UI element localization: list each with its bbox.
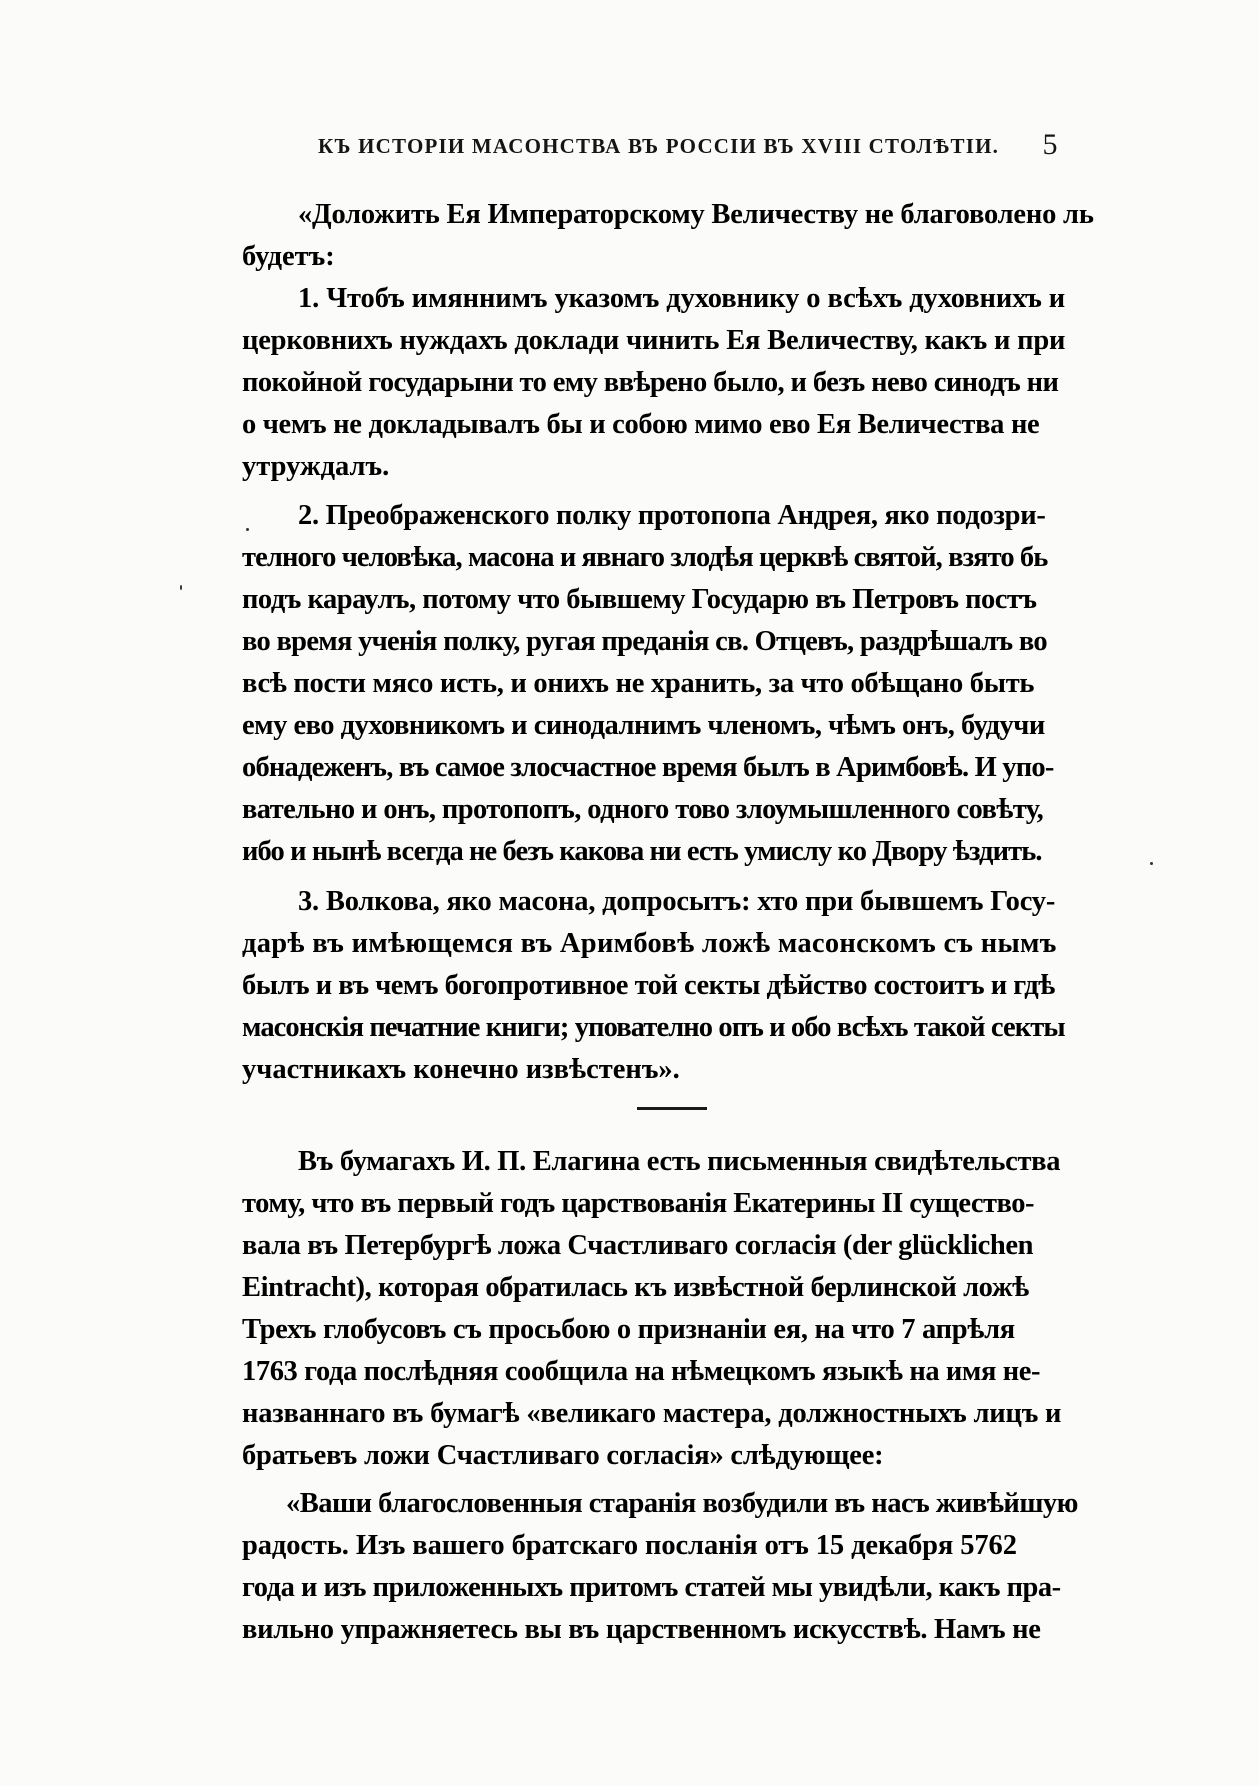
text-line: ибо и нынѣ всегда не безъ какова ни есть умислу ко Двору ѣздить. bbox=[242, 836, 1042, 867]
text-line: Eintracht), которая обратилась къ извѣстной берлинской ложѣ bbox=[242, 1272, 1029, 1303]
text-line: названнаго въ бумагѣ «великаго мастера, должностныхъ лицъ и bbox=[242, 1398, 1062, 1429]
text-line: утруждалъ. bbox=[242, 451, 390, 482]
text-line: обнадеженъ, въ самое злосчастное время былъ в Аримбовѣ. И упо- bbox=[242, 752, 1054, 783]
text-line: дарѣ въ имѣющемся въ Аримбовѣ ложѣ масонскомъ съ нымъ bbox=[242, 928, 1057, 959]
text-line: участникахъ конечно извѣстенъ». bbox=[242, 1054, 680, 1085]
section-rule bbox=[637, 1107, 707, 1110]
text-line: года и изъ приложенныхъ притомъ статей мы увидѣли, какъ пра- bbox=[242, 1572, 1061, 1603]
text-line: церковнихъ нуждахъ доклади чинить Ея Величеству, какъ и при bbox=[242, 325, 1066, 356]
text-line: радость. Изъ вашего братскаго посланія отъ 15 декабря 5762 bbox=[242, 1530, 1017, 1561]
text-line: будетъ: bbox=[242, 241, 335, 272]
running-head bbox=[318, 128, 1058, 168]
text-line: «Ваши благословенныя старанія возбудили въ насъ живѣйшую bbox=[286, 1488, 1078, 1519]
text-line: 2. Преображенского полку протопопа Андрея, яко подозри- bbox=[298, 500, 1046, 531]
scan-speck bbox=[246, 528, 249, 531]
text-line: тому, что въ первый годъ царствованія Екатерины II существо- bbox=[242, 1188, 1034, 1219]
text-line: Трехъ глобусовъ съ просьбою о признаніи ея, на что 7 апрѣля bbox=[242, 1314, 1015, 1345]
text-line: 3. Волкова, яко масона, допросытъ: хто при бывшемъ Госу- bbox=[298, 886, 1056, 917]
text-line: во время ученія полку, ругая преданія св. Отцевъ, раздрѣшалъ во bbox=[242, 626, 1047, 657]
text-line: былъ и въ чемъ богопротивное той секты дѣйство состоитъ и гдѣ bbox=[242, 970, 1055, 1001]
text-line: братьевъ ложи Счастливаго согласія» слѣдующее: bbox=[242, 1440, 884, 1471]
text-line: 1763 года послѣдняя сообщила на нѣмецкомъ языкѣ на имя не- bbox=[242, 1356, 1041, 1387]
page-number: 5 bbox=[1042, 128, 1058, 161]
text-line: 1. Чтобъ имяннимъ указомъ духовнику о всѣхъ духовнихъ и bbox=[298, 283, 1066, 314]
running-title: КЪ ИСТОРІИ МАСОНСТВА ВЪ РОССІИ ВЪ XVIII СТОЛѢТІИ. bbox=[318, 134, 1000, 158]
text-line: всѣ пости мясо исть, и онихъ не хранить, за что обѣщано быть bbox=[242, 668, 1035, 699]
scan-speck bbox=[1150, 862, 1153, 865]
text-line: телного человѣка, масона и явнаго злодѣя церквѣ святой, взято бь bbox=[242, 542, 1048, 573]
text-line: «Доложить Ея Императорскому Величеству не благоволено ль bbox=[298, 199, 1094, 230]
text-line: покойной государыни то ему ввѣрено было, и безъ нево синодъ ни bbox=[242, 367, 1059, 398]
text-line: подъ караулъ, потому что бывшему Государю въ Петровъ постъ bbox=[242, 584, 1037, 615]
text-line: вала въ Петербургѣ ложа Счастливаго согласія (der glücklichen bbox=[242, 1230, 1034, 1261]
text-line: о чемъ не докладывалъ бы и собою мимо ево Ея Величества не bbox=[242, 409, 1040, 440]
text-line: вильно упражняетесь вы въ царственномъ искусствѣ. Намъ не bbox=[242, 1614, 1041, 1645]
text-line: ему ево духовникомъ и синодалнимъ членомъ, чѣмъ онъ, будучи bbox=[242, 710, 1045, 741]
scan-speck bbox=[180, 585, 182, 590]
text-line: масонскія печатние книги; упователно опъ и обо всѣхъ такой секты bbox=[242, 1012, 1065, 1043]
text-line: вательно и онъ, протопопъ, одного тово злоумышленного совѣту, bbox=[242, 794, 1044, 825]
text-line: Въ бумагахъ И. П. Елагина есть письменныя свидѣтельства bbox=[298, 1146, 1061, 1177]
